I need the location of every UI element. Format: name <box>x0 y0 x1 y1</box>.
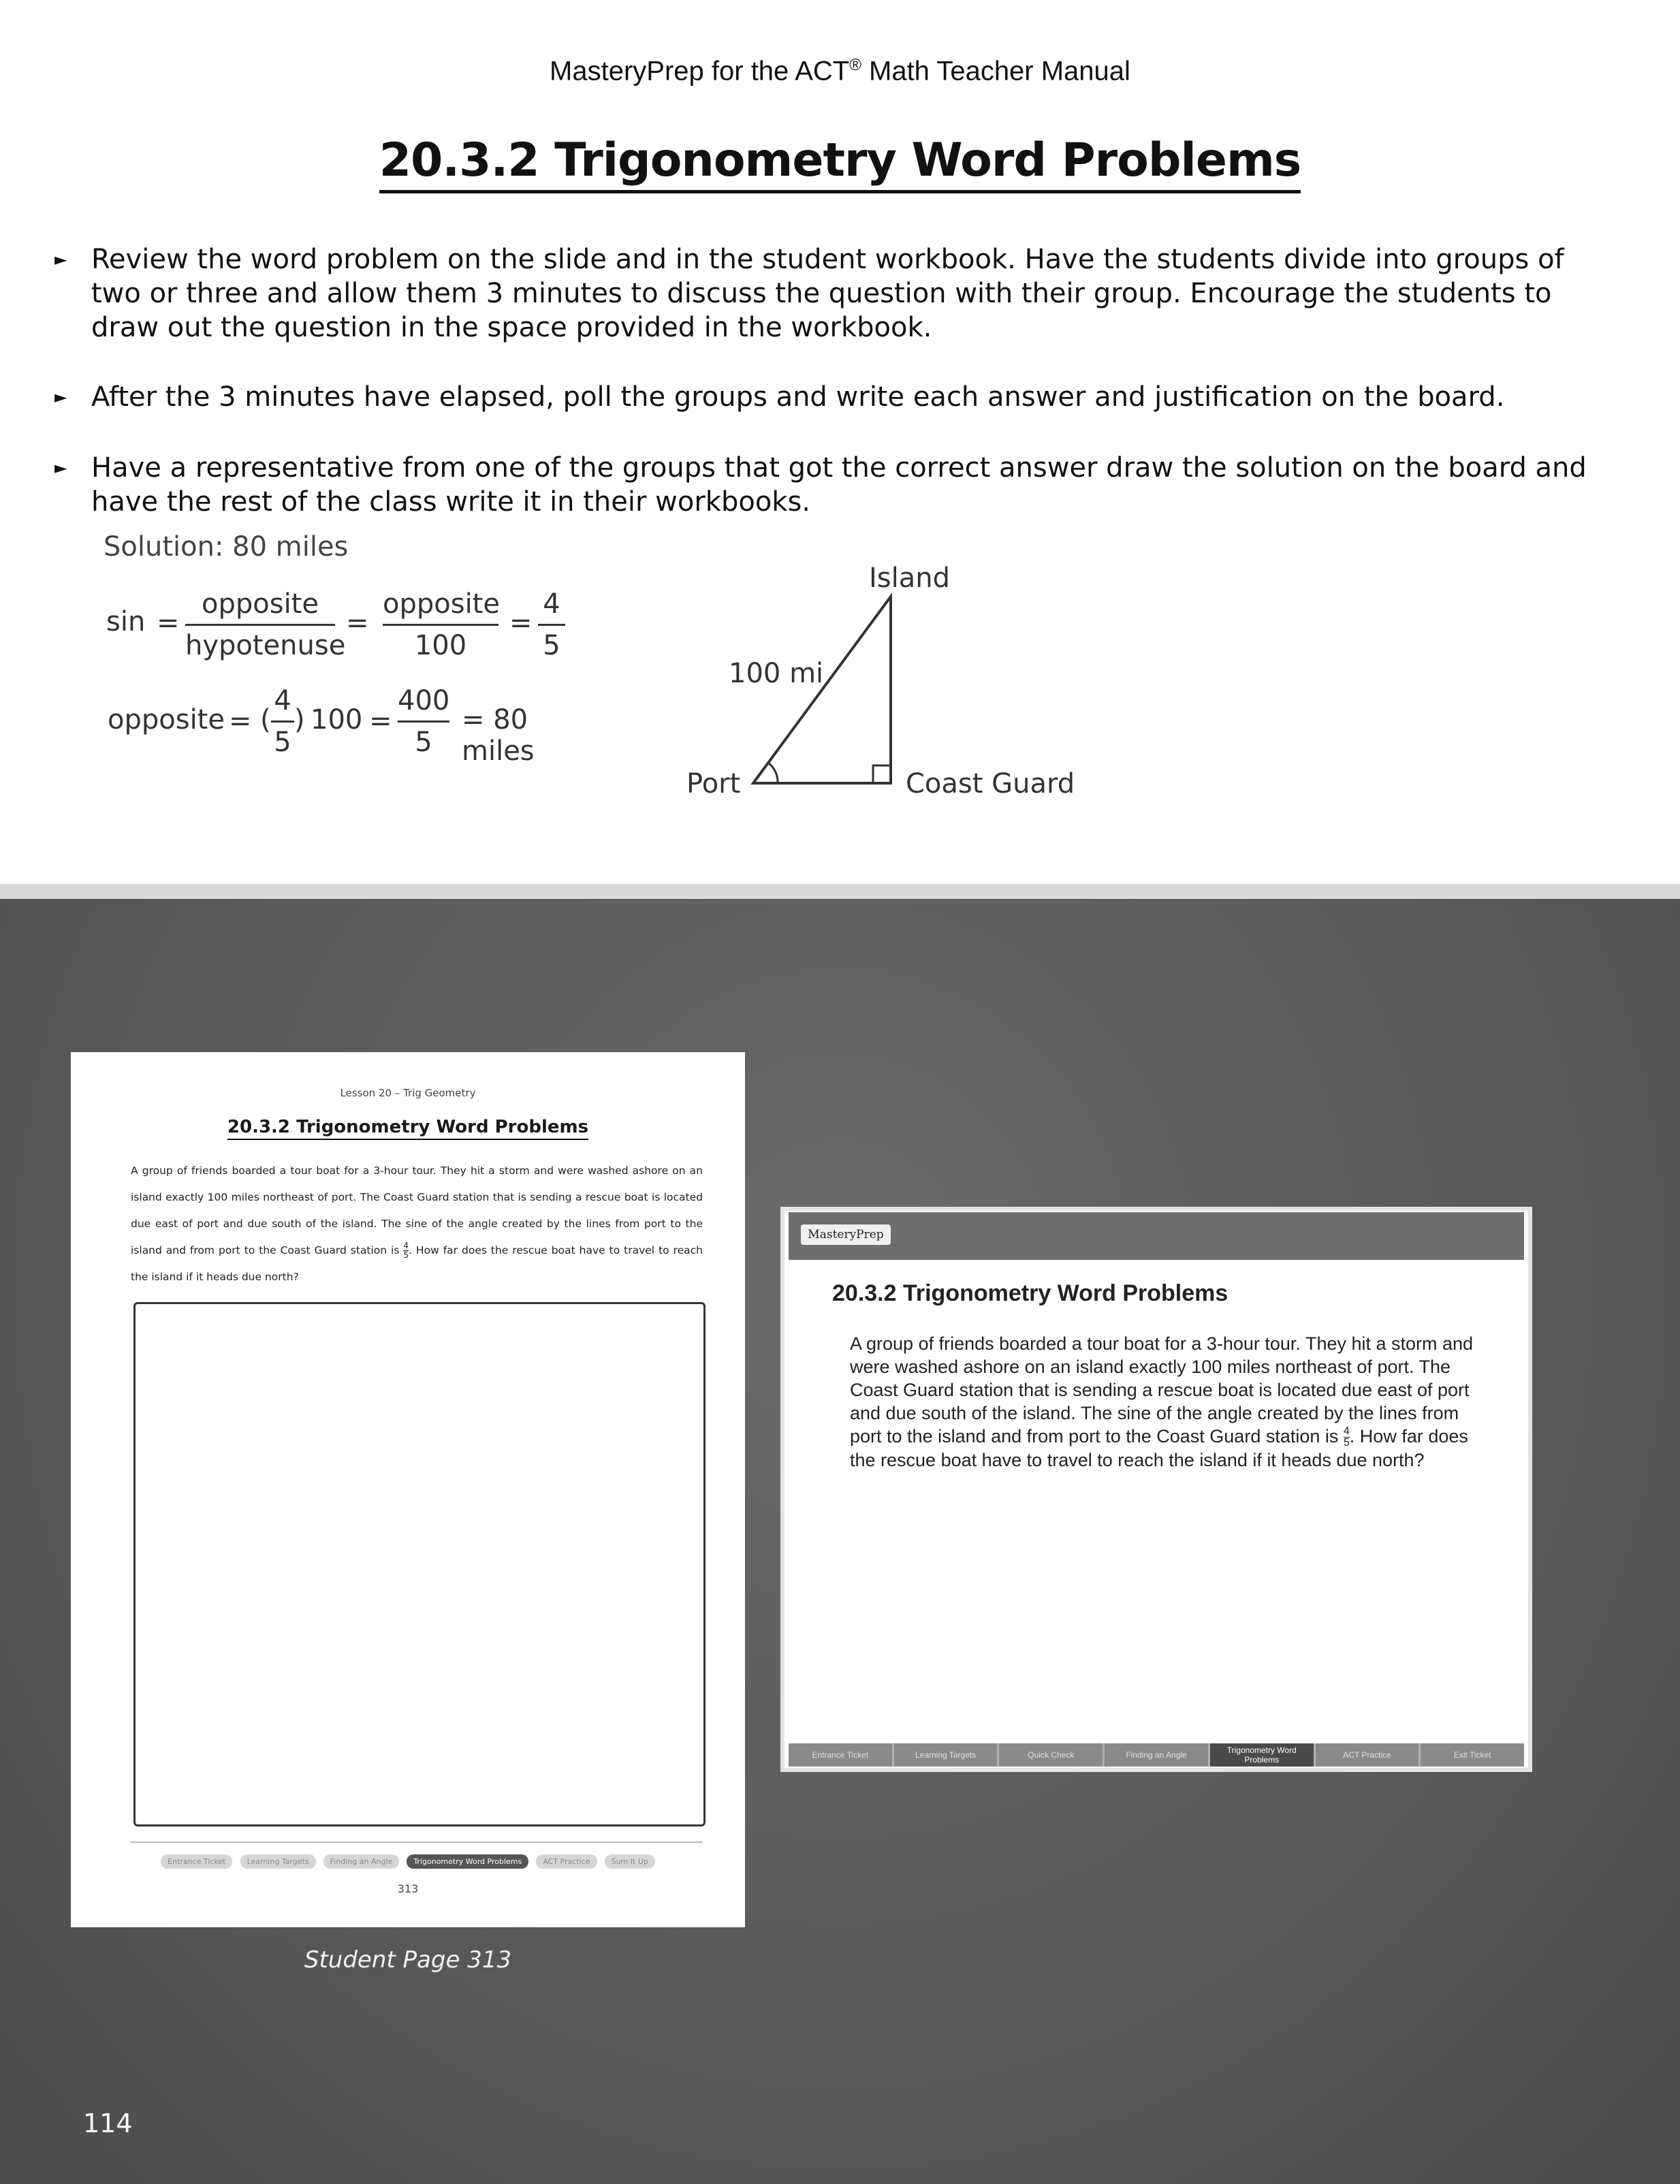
nav-pill: Learning Targets <box>240 1854 316 1869</box>
student-page-number: 313 <box>397 1882 419 1895</box>
right-angle-mark <box>873 765 891 783</box>
fraction-opp-100 <box>383 588 498 661</box>
section-divider <box>0 884 1680 899</box>
fraction-4-5 <box>538 588 565 661</box>
triangle-shape <box>753 597 891 783</box>
student-page-title: 20.3.2 Trigonometry Word Problems <box>71 1117 745 1137</box>
slide-title: 20.3.2 Trigonometry Word Problems <box>832 1280 1229 1306</box>
angle-arc <box>768 763 778 783</box>
eq2-result: = 80 miles <box>462 704 535 767</box>
student-page-caption: Student Page 313 <box>304 1946 512 1974</box>
student-page-rule <box>131 1841 703 1843</box>
slide-header-bar <box>789 1212 1524 1260</box>
fraction-4-5: $\frac{4}{5}$ <box>403 1241 409 1260</box>
fraction-numerator: opposite <box>383 588 500 620</box>
fraction-denominator: 5 <box>274 727 291 758</box>
bullet-arrow-icon: ► <box>54 458 67 477</box>
eq1-equals: = <box>346 607 369 639</box>
fraction-bar <box>185 624 335 626</box>
fraction-4-5: $\frac{4}{5}$ <box>1343 1425 1350 1449</box>
label-hypotenuse: 100 mi <box>729 658 824 689</box>
fraction-opp-hyp <box>185 588 346 661</box>
student-page-problem: A group of friends boarded a tour boat for a 3-hour tour. They hit a storm and were washed ashore on an island exactly 100 miles northeast of port. The Coast Guard station that is sending a rescue boat is located due east of port and due south of the island. The sine of the angle created by the lines from port to the island and from port to the Coast Guard station is $\frac{4}{5}$ . How far does the rescue boat have to travel to reach the island if it heads due north? <box>131 1165 703 1283</box>
page-title: 20.3.2 Trigonometry Word Problems <box>0 133 1680 187</box>
nav-pill: Sum It Up <box>605 1854 655 1869</box>
eq2-equals: = <box>229 706 252 737</box>
slide-nav-bar <box>789 1743 1524 1767</box>
bullet-text: After the 3 minutes have elapsed, poll the groups and write each answer and justification on the board. <box>91 381 1505 413</box>
bullet-arrow-icon: ► <box>54 250 67 269</box>
nav-pill: Entrance Ticket <box>161 1854 232 1869</box>
label-port: Port <box>686 768 741 800</box>
slide-nav-item: Finding an Angle <box>1105 1743 1210 1767</box>
bullet-text: Have a representative from one of the groups that got the correct answer draw the solution on the board and have the rest of the class write it in their workbooks. <box>91 452 1587 518</box>
slide-nav-item: ACT Practice <box>1316 1743 1421 1767</box>
paren-open: ( <box>260 704 271 735</box>
paren-close: ) <box>294 704 305 735</box>
fraction-bar <box>538 624 565 626</box>
student-page-nav <box>71 1854 745 1869</box>
eq1-equals: = <box>157 607 180 639</box>
fraction-400-5 <box>398 685 449 758</box>
fraction-numerator: 4 <box>543 588 560 620</box>
manual-header <box>0 56 1680 86</box>
work-space-box <box>133 1302 706 1826</box>
fraction-bar <box>398 721 449 723</box>
bullet-text: Review the word problem on the slide and in the student workbook. Have the students divide into groups of two or three and allow them 3 minutes to discuss the question with their group. Encourage the students to draw out the question in the space provided in the workbook. <box>91 244 1564 343</box>
fraction-numerator: 4 <box>274 685 291 716</box>
slide-nav-item: Quick Check <box>999 1743 1105 1767</box>
eq1-equals: = <box>509 607 533 639</box>
student-page-lesson: Lesson 20 – Trig Geometry <box>340 1087 476 1099</box>
fraction-bar <box>271 721 294 723</box>
eq1-lhs: sin <box>106 606 146 637</box>
eq2-multiplier: 100 <box>311 704 363 735</box>
manual-header-text: MasteryPrep for the ACT <box>550 56 850 86</box>
nav-pill: ACT Practice <box>536 1854 597 1869</box>
registered-mark: ® <box>849 56 861 74</box>
fraction-denominator: 5 <box>543 630 560 661</box>
fraction-denominator: hypotenuse <box>185 630 346 661</box>
slide-nav-item: Exit Ticket <box>1453 1750 1491 1760</box>
slide-nav-item-active: Trigonometry Word Problems <box>1210 1743 1316 1767</box>
fraction-4-5 <box>271 685 294 758</box>
slide-nav-item: Learning Targets <box>894 1743 1000 1767</box>
fraction-numerator: 400 <box>398 685 450 716</box>
fraction-denominator: 5 <box>415 727 432 758</box>
bullet-arrow-icon: ► <box>54 387 67 407</box>
solution-label: Solution: 80 miles <box>104 531 349 563</box>
fraction-denominator: 100 <box>414 630 467 661</box>
label-coast-guard: Coast Guard <box>906 768 1075 800</box>
label-island: Island <box>869 563 951 594</box>
eq2-equals: = <box>369 706 392 737</box>
fraction-numerator: opposite <box>202 588 319 620</box>
slide-nav-item: Entrance Ticket <box>789 1743 894 1767</box>
nav-pill: Finding an Angle <box>323 1854 400 1869</box>
masteryprep-logo: MasteryPrep <box>801 1224 891 1245</box>
fraction-bar <box>383 624 498 626</box>
slide-problem: A group of friends boarded a tour boat for a 3-hour tour. They hit a storm and were washed ashore on an island exactly 100 miles northeast of port. The Coast Guard station that is sending a rescue boat is located due east of port and due south of the island. The sine of the angle created by the lines from port to the island and from port to the Coast Guard station is $\frac{4}{5}$ . How far does the rescue boat have to travel to reach the island if it heads due north? <box>850 1333 1474 1471</box>
page-number: 114 <box>83 2108 133 2138</box>
nav-pill-active: Trigonometry Word Problems <box>407 1854 528 1869</box>
eq2-lhs: opposite <box>108 704 225 735</box>
manual-header-suffix: Math Teacher Manual <box>861 56 1130 86</box>
